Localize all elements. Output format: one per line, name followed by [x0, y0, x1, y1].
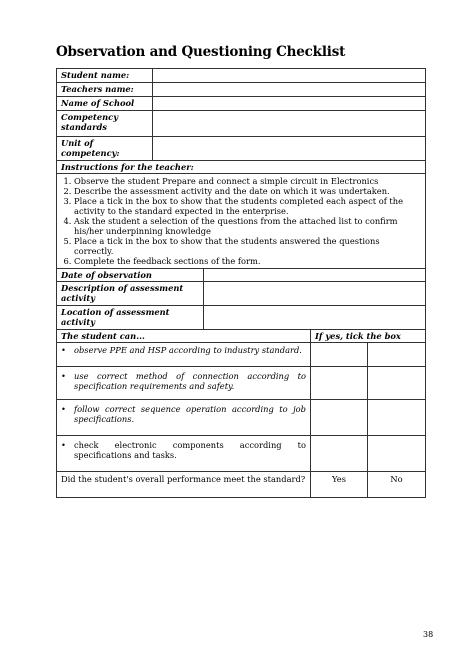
bullet-icon: •	[61, 404, 66, 414]
unit-of-competency-row	[57, 137, 426, 161]
school-name-field[interactable]	[153, 97, 426, 111]
bullet-icon: •	[61, 345, 66, 355]
tick-box-yes[interactable]	[311, 436, 368, 472]
date-of-observation-label: Date of observation	[57, 269, 204, 282]
overall-no-option[interactable]: No	[368, 472, 426, 498]
page-title: Observation and Questioning Checklist	[56, 44, 346, 60]
instruction-item: 1. Observe the student Prepare and connect a simple circuit in Electronics	[74, 176, 421, 186]
tick-box-no[interactable]	[368, 400, 426, 436]
instruction-item: 3. Place a tick in the box to show that the students completed each aspect of the activity to the standard expected in the enterprise.	[74, 196, 421, 216]
tick-box-no[interactable]	[368, 367, 426, 400]
page-number: 38	[423, 630, 434, 639]
description-row	[57, 282, 426, 306]
teachers-name-row	[57, 83, 426, 97]
description-label: Description of assessment activity	[57, 282, 204, 306]
instruction-item: 5. Place a tick in the box to show that the students answered the questions correctly.	[74, 236, 421, 256]
competency-standards-row	[57, 111, 426, 137]
student-name-row	[57, 69, 426, 83]
teachers-name-field[interactable]	[153, 83, 426, 97]
instruction-item: 4. Ask the student a selection of the questions from the attached list to confirm his/her underpinning knowledge	[74, 216, 421, 236]
instructions-row	[57, 174, 426, 269]
checklist-item-text: check electronic components according to specifications and tasks.	[74, 440, 306, 460]
location-row	[57, 306, 426, 330]
checklist-form	[56, 68, 426, 498]
checklist-item-text: use correct method of connection according to specification requirements and safety.	[74, 371, 306, 391]
tick-box-no[interactable]	[368, 436, 426, 472]
instructions-list	[61, 176, 421, 266]
checklist-item-row	[57, 436, 426, 472]
tick-box-yes[interactable]	[311, 400, 368, 436]
description-field[interactable]	[204, 282, 426, 306]
overall-question: Did the student's overall performance meet the standard?	[57, 472, 311, 498]
checklist-item-text: observe PPE and HSP according to industry standard.	[74, 345, 302, 355]
tick-box-no[interactable]	[368, 343, 426, 367]
checklist-item-row	[57, 367, 426, 400]
checklist-item-row	[57, 343, 426, 367]
bullet-icon: •	[61, 440, 66, 450]
instruction-item: 6. Complete the feedback sections of the form.	[74, 256, 421, 266]
bullet-icon: •	[61, 371, 66, 381]
school-name-row	[57, 97, 426, 111]
overall-yes-option[interactable]: Yes	[311, 472, 368, 498]
location-field[interactable]	[204, 306, 426, 330]
tick-box-yes[interactable]	[311, 367, 368, 400]
checklist-header-left: The student can...	[57, 330, 311, 343]
competency-standards-label: Competency standards	[57, 111, 153, 137]
location-label: Location of assessment activity	[57, 306, 204, 330]
unit-of-competency-label: Unit of competency:	[57, 137, 153, 161]
tick-box-yes[interactable]	[311, 343, 368, 367]
instructions-heading-row	[57, 161, 426, 174]
date-of-observation-field[interactable]	[204, 269, 426, 282]
competency-standards-field[interactable]	[153, 111, 426, 137]
unit-of-competency-field[interactable]	[153, 137, 426, 161]
instructions-heading: Instructions for the teacher:	[57, 161, 426, 174]
overall-performance-row	[57, 472, 426, 498]
school-name-label: Name of School	[57, 97, 153, 111]
checklist-item-text: follow correct sequence operation according to job specifications.	[74, 404, 306, 424]
checklist-item-row	[57, 400, 426, 436]
student-name-label: Student name:	[57, 69, 153, 83]
date-of-observation-row	[57, 269, 426, 282]
checklist-header-right: If yes, tick the box	[311, 330, 426, 343]
checklist-header-row	[57, 330, 426, 343]
student-name-field[interactable]	[153, 69, 426, 83]
teachers-name-label: Teachers name:	[57, 83, 153, 97]
instruction-item: 2. Describe the assessment activity and the date on which it was undertaken.	[74, 186, 421, 196]
